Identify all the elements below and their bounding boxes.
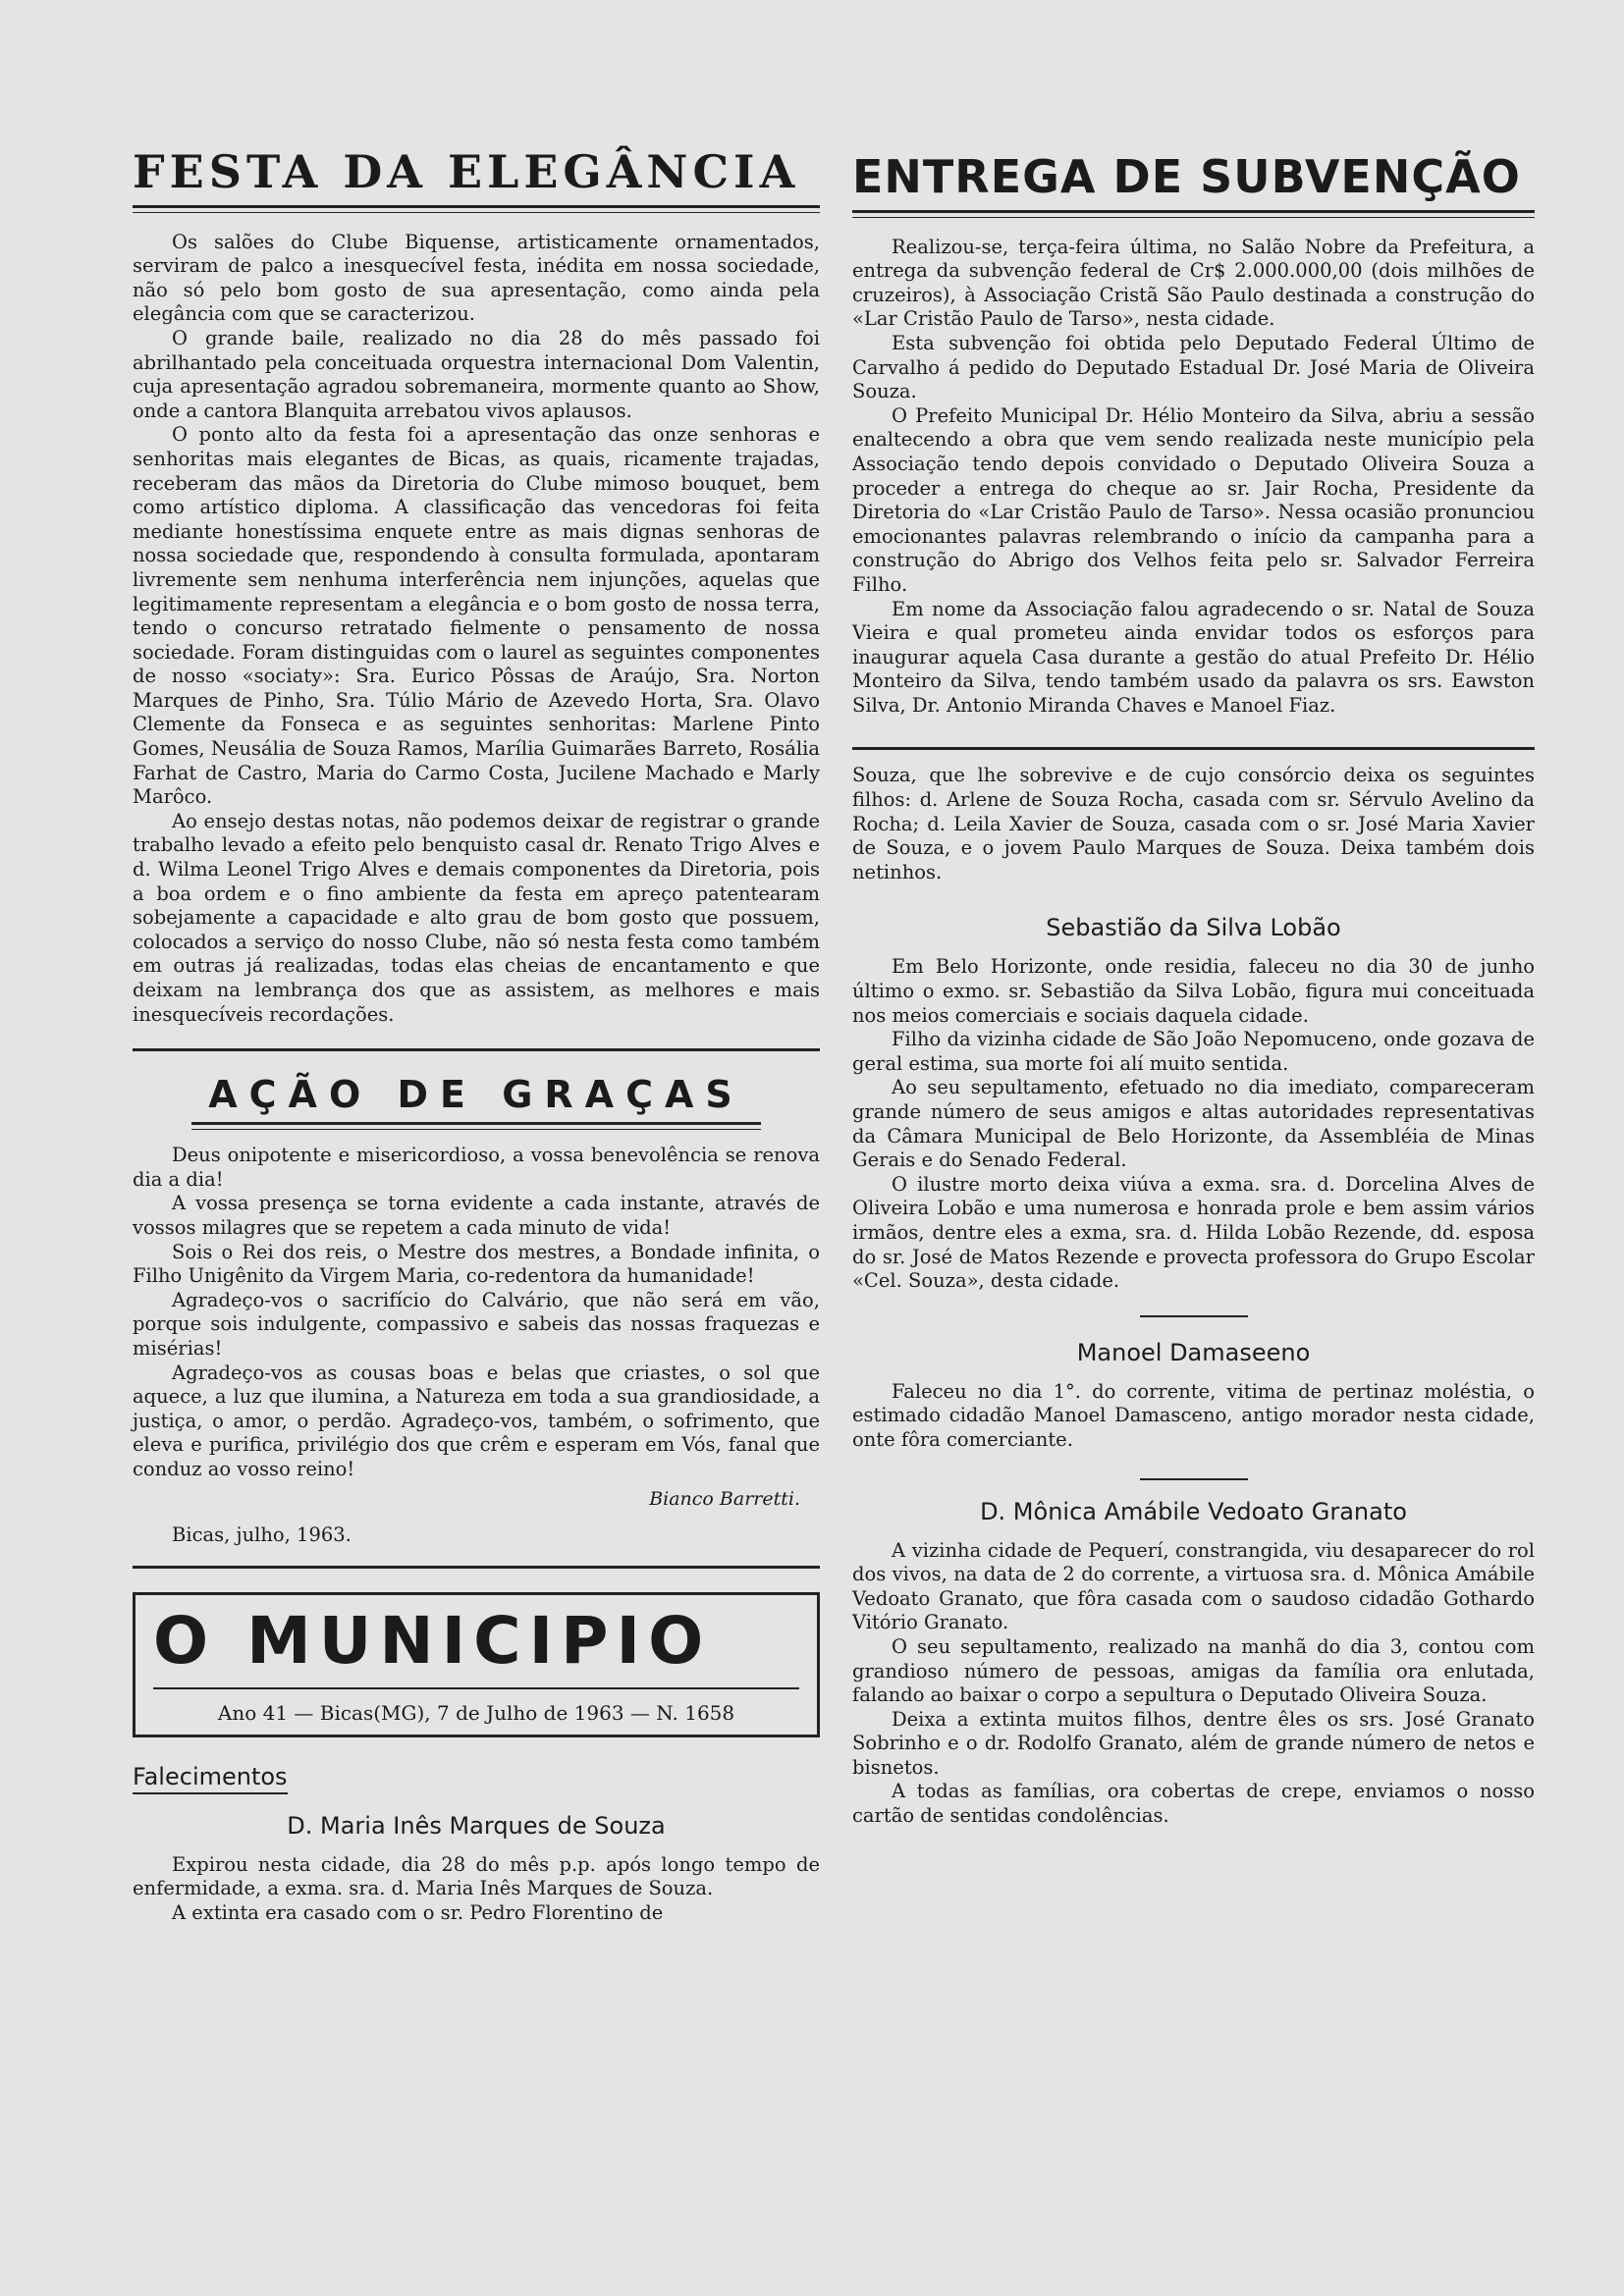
entrega-paragraph: Esta subvenção foi obtida pelo Deputado Federal Último de Carvalho á pedido do Deputado Estadual Dr. José Maria de Oliveira Souza.: [852, 331, 1535, 403]
obituary-maria: [133, 1812, 820, 1926]
right-column: [852, 152, 1535, 1829]
divider: [1140, 1478, 1248, 1480]
acao-paragraph: Agradeço-vos o sacrifício do Calvário, que não será em vão, porque sois indulgente, compassivo e sabeis das nossas fraquezas e misérias!: [133, 1288, 820, 1360]
obituary-paragraph: Em Belo Horizonte, onde residia, faleceu no dia 30 de junho último o exmo. sr. Sebastião da Silva Lobão, figura mui conceituada nos meios comerciais e sociais daquela cidade.: [852, 955, 1535, 1027]
title-rule: [133, 205, 820, 213]
festa-paragraph: Ao ensejo destas notas, não podemos deixar de registrar o grande trabalho levado a efeito pelo benquisto casal dr. Renato Trigo Alves e d. Wilma Leonel Trigo Alves e demais componentes da Diretoria, pois a boa ordem e o fino ambiente da festa em apreço patentearam sobejamente a capacidade e alto grau de bom gosto que possuem, colocados a serviço do nosso Clube, não só nesta festa como também em outras já realizadas, todas elas cheias de encantamento e que deixam na lembrança dos que as assistem, as melhores e mais inesquecíveis recordações.: [133, 809, 820, 1026]
masthead-title: O MUNICIPIO: [153, 1602, 712, 1679]
article-entrega: [852, 152, 1535, 718]
obituary-damaseeno: [852, 1339, 1535, 1453]
obituary-paragraph: O seu sepultamento, realizado na manhã do dia 3, contou com grandioso número de pessoas, amigas da família ora enlutada, falando ao baixar o corpo a sepultura o Deputado Oliveira Souza.: [852, 1634, 1535, 1707]
obituary-name: Sebastião da Silva Lobão: [1046, 914, 1341, 942]
left-column: [133, 147, 820, 1925]
festa-paragraph: O ponto alto da festa foi a apresentação das onze senhoras e senhoritas mais elegantes de Bicas, as quais, ricamente trajadas, receberam das mãos da Diretoria do Clube mimoso bouquet, bem como artístico diploma. A classificação das vencedoras foi feita mediante honestíssima enquete entre as mais dignas senhoras de nossa sociedade que, respondendo à consulta formulada, apontaram livremente sem nenhuma interferência nem injunções, aquelas que legitimamente representam a elegância e o bom gosto de nossa terra, tendo o concurso retratado fielmente o pensamento de nossa sociedade. Foram distinguidas com o laurel as seguintes componentes de nosso «sociaty»: Sra. Eurico Pôssas de Araújo, Sra. Norton Marques de Pinho, Sra. Túlio Mário de Azevedo Horta, Sra. Olavo Clemente da Fonseca e as seguintes senhoritas: Marlene Pinto Gomes, Neusália de Souza Ramos, Marília Guimarães Barreto, Rosália Farhat de Castro, Maria do Carmo Costa, Jucilene Machado e Marly Marôco.: [133, 423, 820, 809]
entrega-title: ENTREGA DE SUBVENÇÃO: [852, 150, 1521, 203]
obituary-paragraph: Faleceu no dia 1°. do corrente, vitima de pertinaz moléstia, o estimado cidadão Manoel Damasceno, antigo morador nesta cidade, onte fôra comerciante.: [852, 1379, 1535, 1451]
obituary-paragraph: O ilustre morto deixa viúva a exma. sra. d. Dorcelina Alves de Oliveira Lobão e uma numerosa e honrada prole e bem assim vários irmãos, dentre eles a exma, sra. d. Hilda Lobão Rezende, dd. esposa do sr. José de Matos Rezende e provecta professora do Grupo Escolar «Cel. Souza», desta cidade.: [852, 1172, 1535, 1293]
obituary-name: Manoel Damaseeno: [1076, 1338, 1311, 1366]
article-acao: [133, 1073, 820, 1545]
entrega-paragraph: Em nome da Associação falou agradecendo o sr. Natal de Souza Vieira e qual prometeu ainda envidar todos os esforços para inaugurar aquela Casa durante a gestão do atual Prefeito Dr. Hélio Monteiro da Silva, tendo também usado da palavra os srs. Eawston Silva, Dr. Antonio Miranda Chaves e Manoel Fiaz.: [852, 597, 1535, 717]
acao-place-date: Bicas, julho, 1963.: [172, 1522, 352, 1546]
acao-paragraph: Deus onipotente e misericordioso, a vossa benevolência se renova dia a dia!: [133, 1144, 820, 1191]
article-festa: [133, 147, 820, 1027]
title-rule: [191, 1122, 761, 1130]
acao-title: AÇÃO DE GRAÇAS: [208, 1073, 744, 1117]
divider: [852, 747, 1535, 750]
falecimentos-heading: Falecimentos: [133, 1763, 288, 1794]
obituary-paragraph: A vizinha cidade de Pequerí, constrangida, viu desaparecer do rol dos vivos, na data de 2 do corrente, a virtuosa sra. d. Mônica Amábile Vedoato Granato, que fôra casada com o saudoso cidadão Gothardo Vitório Granato.: [852, 1538, 1535, 1634]
obituary-paragraph: A todas as famílias, ora cobertas de crepe, enviamos o nosso cartão de sentidas condolências.: [852, 1780, 1535, 1828]
obituary-name: D. Maria Inês Marques de Souza: [287, 1811, 666, 1840]
newspaper-masthead: [133, 1592, 820, 1737]
obituary-paragraph: Expirou nesta cidade, dia 28 do mês p.p. após longo tempo de enfermidade, a exma. sra. d. Maria Inês Marques de Souza.: [133, 1852, 820, 1900]
obituary-paragraph: Ao seu sepultamento, efetuado no dia imediato, compareceram grande número de seus amigos e altas autoridades representativas da Câmara Municipal de Belo Horizonte, da Assembléia de Minas Gerais e do Senado Federal.: [852, 1076, 1535, 1172]
acao-paragraph: Agradeço-vos as cousas boas e belas que criastes, o sol que aquece, a luz que ilumina, a Natureza em toda a sua grandiosidade, a justiça, o amor, o perdão. Agradeço-vos, também, o sofrimento, que eleva e purifica, privilégio dos que crêm e esperam em Vós, fanal que conduz ao vosso reino!: [133, 1361, 820, 1480]
entrega-paragraph: Realizou-se, terça-feira última, no Salão Nobre da Prefeitura, a entrega da subvenção federal de Cr$ 2.000.000,00 (dois milhões de cruzeiros), à Associação Cristã São Paulo destinada a construção do «Lar Cristão Paulo de Tarso», nesta cidade.: [852, 235, 1535, 331]
obituary-name: D. Mônica Amábile Vedoato Granato: [980, 1497, 1407, 1525]
acao-paragraph: Sois o Rei dos reis, o Mestre dos mestres, a Bondade infinita, o Filho Unigênito da Virgem Maria, co-redentora da humanidade!: [133, 1240, 820, 1288]
festa-paragraph: O grande baile, realizado no dia 28 do mês passado foi abrilhantado pela conceituada orquestra internacional Dom Valentin, cuja apresentação agradou sobremaneira, mormente quanto ao Show, onde a cantora Blanquita arrebatou vivos aplausos.: [133, 326, 820, 422]
divider: [1140, 1315, 1248, 1317]
divider: [133, 1566, 820, 1569]
divider: [133, 1048, 820, 1051]
masthead-issue-info: Ano 41 — Bicas(MG), 7 de Julho de 1963 — N. 1658: [153, 1687, 799, 1725]
acao-signature: Bianco Barretti.: [649, 1487, 800, 1510]
entrega-paragraph: O Prefeito Municipal Dr. Hélio Monteiro da Silva, abriu a sessão enaltecendo a obra que vem sendo realizada neste município pela Associação tendo depois convidado o Deputado Oliveira Souza a proceder a entrega do cheque ao sr. Jair Rocha, Presidente da Diretoria do «Lar Cristão Paulo de Tarso». Nessa ocasião pronunciou emocionantes palavras relembrando o início da campanha para a construção do Abrigo dos Velhos feita pelo sr. Salvador Ferreira Filho.: [852, 403, 1535, 596]
obituary-paragraph: A extinta era casado com o sr. Pedro Florentino de: [172, 1900, 664, 1924]
festa-paragraph: Os salões do Clube Biquense, artisticamente ornamentados, serviram de palco a inesquecível festa, inédita em nossa sociedade, não só pelo bom gosto de sua apresentação, como ainda pela elegância com que se caracterizou.: [133, 230, 820, 326]
obituary-lobao: [852, 914, 1535, 1293]
obituary-paragraph: Filho da vizinha cidade de São João Nepomuceno, onde gozava de geral estima, sua morte foi alí muito sentida.: [852, 1028, 1535, 1075]
festa-title: FESTA DA ELEGÂNCIA: [133, 145, 800, 198]
obituary-granato: [852, 1498, 1535, 1829]
obituary-paragraph: Deixa a extinta muitos filhos, dentre êles os srs. José Granato Sobrinho e o dr. Rodolfo Granato, além de grande número de netos e bisnetos.: [852, 1707, 1535, 1779]
title-rule: [852, 210, 1535, 218]
continuation-paragraph: Souza, que lhe sobrevive e de cujo consórcio deixa os seguintes filhos: d. Arlene de Souza Rocha, casada com sr. Sérvulo Avelino da Rocha; d. Leila Xavier de Souza, casada com o sr. José Maria Xavier de Souza, e o jovem Paulo Marques de Souza. Deixa também dois netinhos.: [852, 764, 1535, 883]
acao-paragraph: A vossa presença se torna evidente a cada instante, através de vossos milagres que se repetem a cada minuto de vida!: [133, 1192, 820, 1239]
